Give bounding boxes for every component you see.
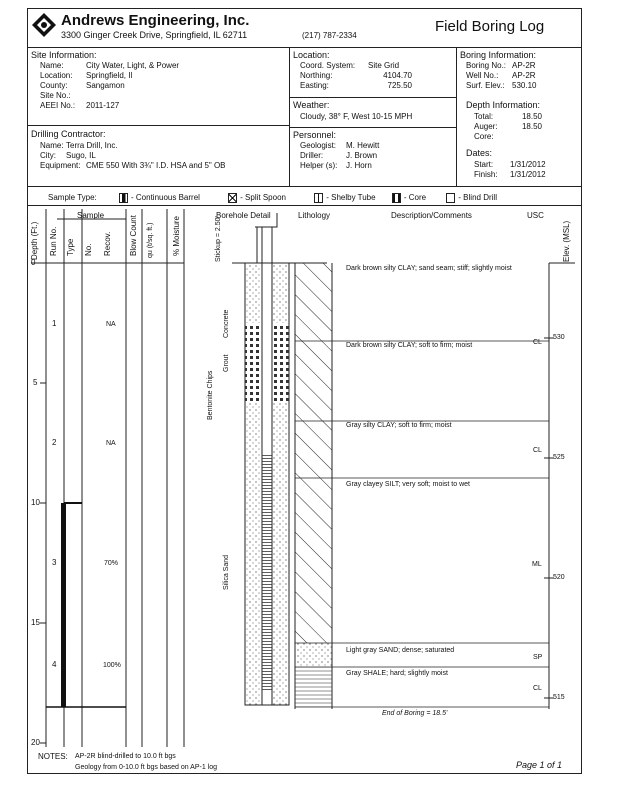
weather-text: Cloudy, 38° F, West 10-15 MPH [300, 112, 413, 121]
location-heading: Location: [293, 50, 330, 60]
run-recov: 100% [103, 662, 121, 669]
col-blow: Blow Count [129, 215, 138, 256]
run-recov: 70% [104, 560, 119, 567]
label-concrete: Concrete [223, 309, 230, 338]
col-no: No. [84, 243, 93, 256]
layer-desc: Light gray SAND; dense; saturated [346, 647, 455, 654]
col-sample: Sample [77, 211, 105, 220]
end-of-boring: End of Boring = 18.5' [382, 710, 448, 717]
dates-heading: Dates: [466, 148, 493, 158]
col-type: Type [66, 238, 75, 256]
run-no: 3 [52, 558, 57, 567]
col-elev: Elev. (MSL) [562, 220, 571, 262]
col-description: Description/Comments [391, 211, 472, 220]
core-icon [392, 193, 401, 203]
depth-heading: Depth Information: [466, 100, 541, 110]
boring-info: Boring No.: AP-2R Well No.: AP-2R Surf. Elev.: 530.10 [466, 61, 537, 90]
dates-info: Start: 1/31/2012 Finish: 1/31/2012 [474, 160, 546, 179]
depth-tick: 15 [31, 618, 40, 627]
col-recov: Recov. [103, 231, 112, 256]
location-info: Coord. System: Site Grid Northing: 4104.70 Easting: 725.50 [300, 61, 412, 90]
layer-desc: Gray clayey SILT; very soft; moist to wet [346, 481, 470, 488]
layer-desc: Dark brown silty CLAY; sand seam; stiff; slightly moist [346, 265, 512, 272]
uscs-code: CL [533, 339, 542, 346]
weather-heading: Weather: [293, 100, 330, 110]
col-run-no: Run No. [49, 226, 58, 256]
label-bentonite: Bentonite Chips [207, 370, 214, 420]
uscs-code: CL [533, 685, 542, 692]
split-spoon-icon [228, 193, 237, 203]
col-moisture: % Moisture [172, 215, 181, 256]
blind-drill-icon [446, 193, 455, 203]
run-no: 4 [52, 660, 57, 669]
run-no: 1 [52, 319, 57, 328]
label-silica: Silica Sand [223, 554, 230, 590]
uscs-code: SP [533, 654, 543, 661]
shelby-tube-icon [314, 193, 323, 203]
col-borehole: Borehole Detail [216, 211, 271, 220]
run-recov: NA [106, 440, 116, 447]
company-name: Andrews Engineering, Inc. [61, 12, 250, 29]
company-phone: (217) 787-2334 [302, 31, 357, 40]
col-depth: Depth (Ft.) [30, 221, 39, 260]
depth-tick: 0 [31, 258, 36, 267]
boring-heading: Boring Information: [460, 50, 537, 60]
company-address: 3300 Ginger Creek Drive, Springfield, IL 62711 [61, 30, 248, 40]
layer-desc: Gray silty CLAY; soft to firm; moist [346, 422, 452, 429]
layer-desc: Gray SHALE; hard; slightly moist [346, 670, 448, 677]
run-no: 2 [52, 438, 57, 447]
notes-line: Geology from 0-10.0 ft bgs based on AP-1 log [75, 764, 218, 771]
col-uscs: USC [527, 211, 544, 220]
layer-desc: Dark brown silty CLAY; soft to firm; moist [346, 342, 473, 349]
company-logo [31, 12, 57, 38]
page-number: Page 1 of 1 [516, 760, 563, 770]
elev-tick: 530 [553, 334, 565, 341]
continuous-barrel-icon [119, 193, 128, 203]
personnel-info: Geologist: M. Hewitt Driller: J. Brown Helper (s): J. Horn [300, 141, 380, 170]
page-title: Field Boring Log [435, 18, 545, 35]
elev-tick: 525 [553, 454, 565, 461]
sample-type-legend: Sample Type: - Continuous Barrel - Split Spoon - Shelby Tube - Core - Blind Drill [48, 193, 497, 203]
site-heading: Site Information: [31, 50, 97, 60]
run-recov: NA [106, 321, 116, 328]
driller-info: Name: Terra Drill, Inc. City: Sugo, IL Equipment: CME 550 With 3¾" I.D. HSA and 5" OB [40, 141, 226, 170]
uscs-code: CL [533, 447, 542, 454]
depth-info: Total: 18.50 Auger: 18.50 Core: [474, 112, 542, 141]
elev-tick: 515 [553, 694, 565, 701]
elev-tick: 520 [553, 574, 565, 581]
uscs-code: ML [532, 561, 542, 568]
site-info: Name: City Water, Light, & Power Location: Springfield, Il County: Sangamon Site No.: AEEI No.: 2011-127 [40, 61, 180, 110]
boring-log-graphic [27, 205, 582, 774]
col-qu: qu (t/sq. ft.) [147, 222, 154, 258]
driller-heading: Drilling Contractor: [31, 129, 106, 139]
label-grout: Grout [223, 354, 230, 372]
depth-tick: 10 [31, 498, 40, 507]
label-stickup: Stickup = 2.50' [215, 216, 222, 262]
depth-tick: 5 [33, 378, 38, 387]
notes-label: NOTES: [38, 752, 68, 761]
personnel-heading: Personnel: [293, 130, 337, 140]
notes-line: AP-2R blind-drilled to 10.0 ft bgs [75, 753, 176, 760]
col-lithology: Lithology [298, 211, 331, 220]
depth-tick: 20 [31, 738, 40, 747]
